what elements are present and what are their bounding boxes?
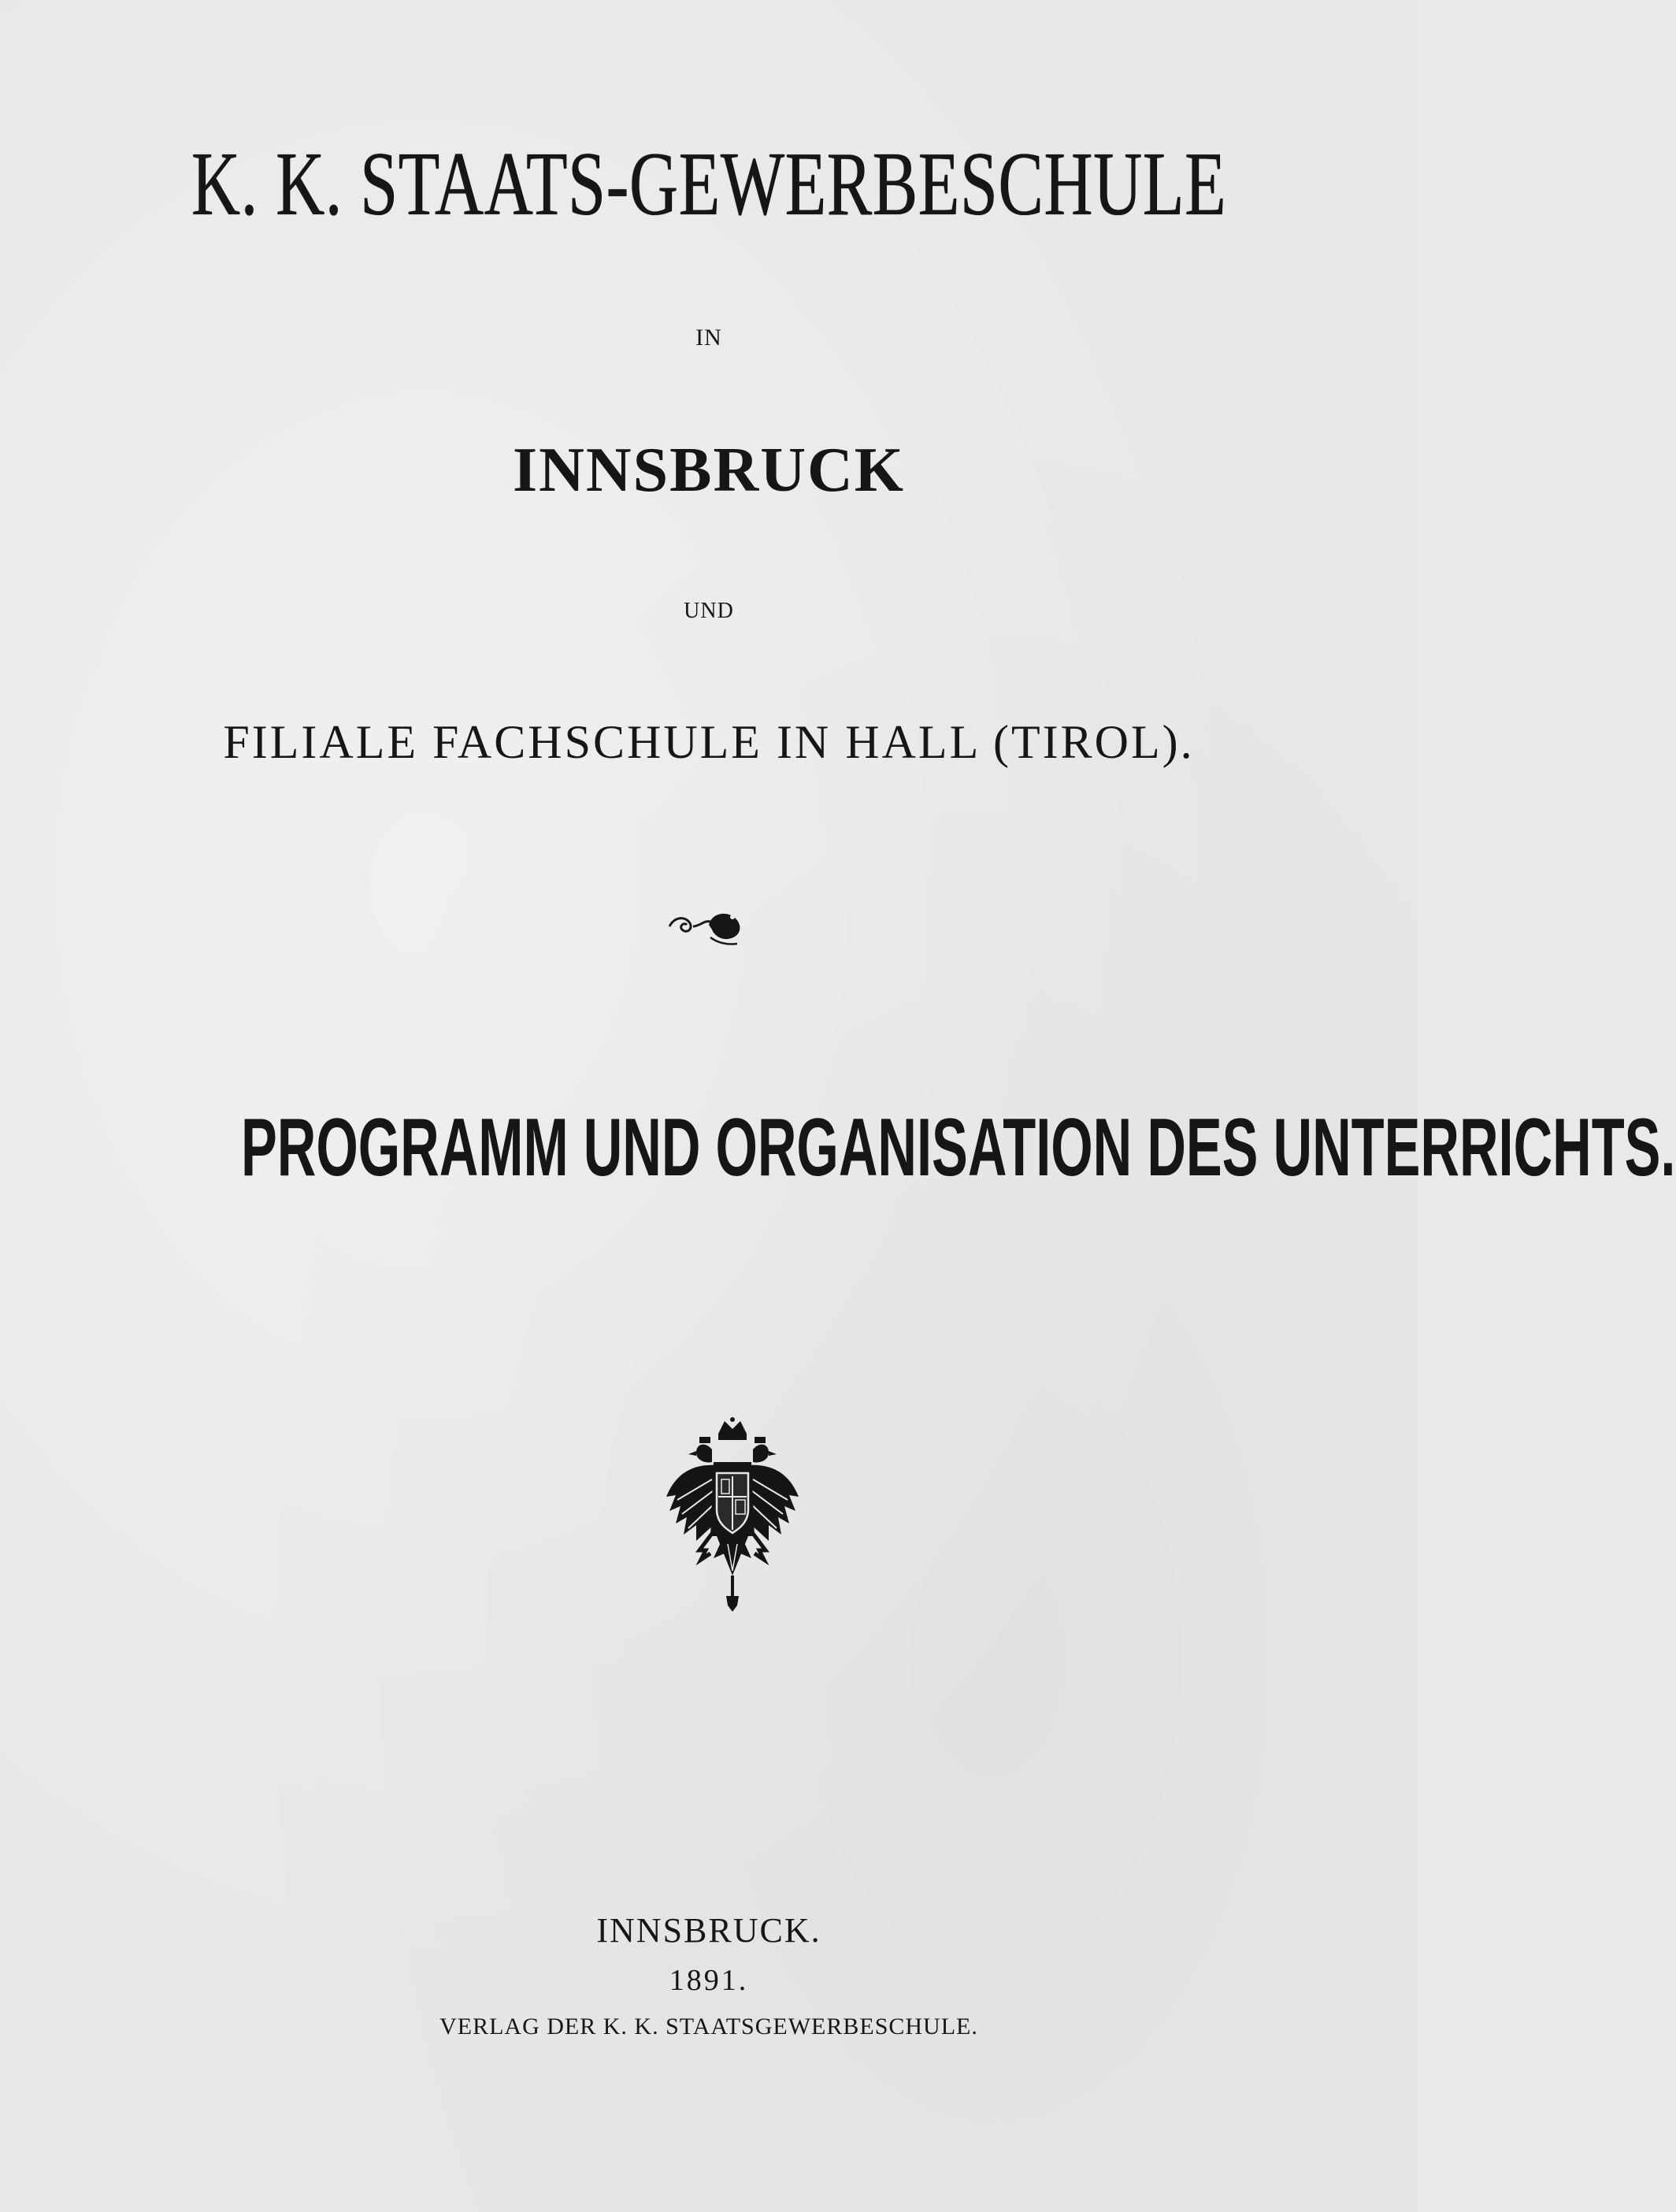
fleuron-icon (665, 903, 750, 948)
conjunction-und: UND (684, 599, 734, 623)
preposition-in: IN (695, 325, 722, 351)
double-headed-eagle-icon (662, 1418, 803, 1612)
main-title: PROGRAMM UND ORGANISATION DES UNTERRICHTS. (241, 1102, 1676, 1193)
city-name: INNSBRUCK (512, 436, 906, 505)
imprint-city: INNSBRUCK. (596, 1911, 821, 1950)
imprint-year: 1891. (669, 1964, 749, 1997)
imprint-publisher: VERLAG DER K. K. STAATSGEWERBESCHULE. (439, 2013, 978, 2039)
school-name: K. K. STAATS-GEWERBESCHULE (191, 134, 1227, 235)
branch-school-line: FILIALE FACHSCHULE IN HALL (TIROL). (223, 716, 1195, 768)
